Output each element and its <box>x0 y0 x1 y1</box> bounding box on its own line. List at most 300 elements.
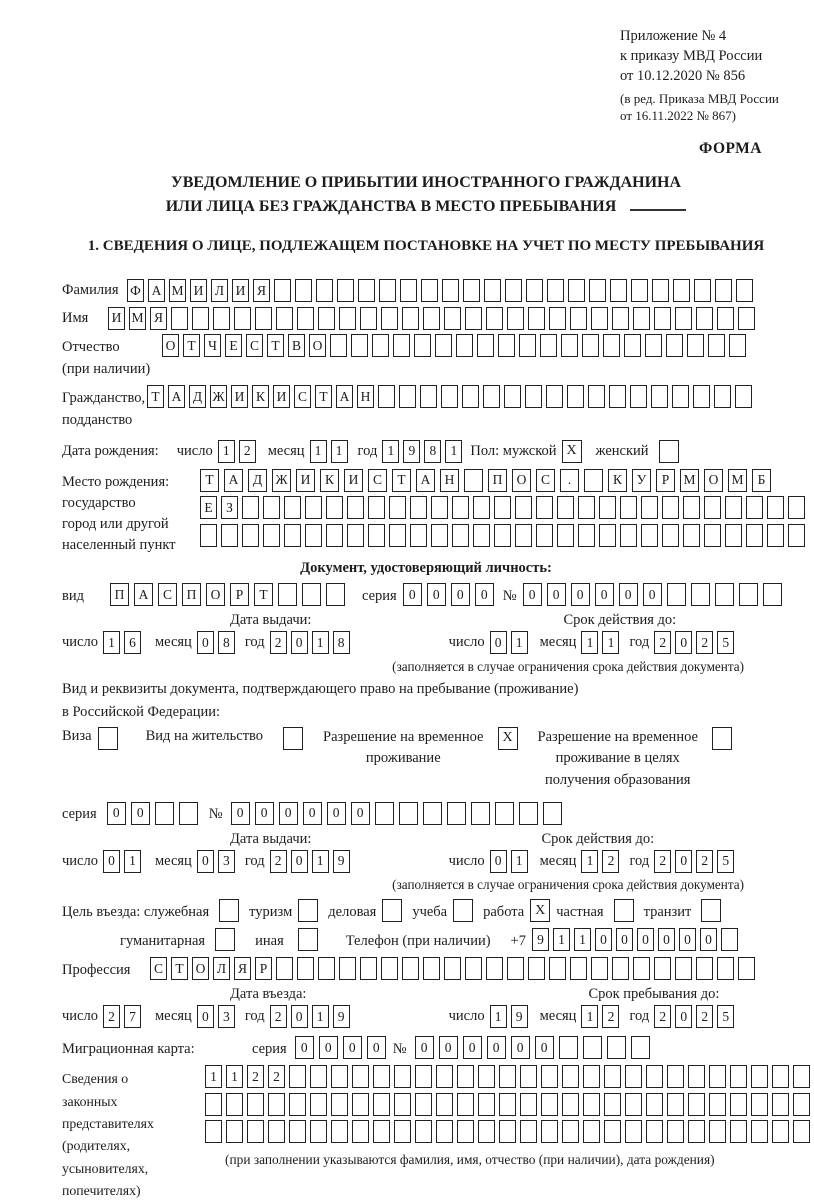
char-box[interactable] <box>305 496 322 519</box>
char-box[interactable] <box>284 524 301 547</box>
char-box[interactable] <box>415 1093 432 1116</box>
char-box[interactable] <box>179 802 198 825</box>
char-box[interactable] <box>507 307 524 330</box>
char-box[interactable] <box>276 957 293 980</box>
char-box[interactable] <box>788 524 805 547</box>
char-box[interactable]: 3 <box>218 1005 235 1028</box>
char-box[interactable] <box>751 1093 768 1116</box>
char-box[interactable] <box>247 1093 264 1116</box>
char-box[interactable]: 0 <box>197 631 214 654</box>
char-box[interactable] <box>526 279 543 302</box>
char-box[interactable]: 0 <box>403 583 422 606</box>
char-box[interactable]: Р <box>230 583 249 606</box>
char-box[interactable] <box>499 1065 516 1088</box>
char-box[interactable]: Б <box>752 469 771 492</box>
char-box[interactable] <box>645 334 662 357</box>
char-box[interactable] <box>515 496 532 519</box>
char-box[interactable] <box>610 279 627 302</box>
char-box[interactable] <box>738 307 755 330</box>
char-box[interactable] <box>788 496 805 519</box>
char-box[interactable]: Н <box>357 385 374 408</box>
char-box[interactable] <box>662 496 679 519</box>
char-box[interactable]: 1 <box>205 1065 222 1088</box>
char-box[interactable] <box>442 279 459 302</box>
char-box[interactable]: Д <box>248 469 267 492</box>
char-box[interactable]: И <box>190 279 207 302</box>
char-box[interactable] <box>583 1120 600 1143</box>
char-box[interactable] <box>767 496 784 519</box>
char-box[interactable]: Т <box>200 469 219 492</box>
char-box[interactable] <box>431 496 448 519</box>
char-box[interactable] <box>410 524 427 547</box>
char-box[interactable] <box>715 583 734 606</box>
char-box[interactable]: Р <box>255 957 272 980</box>
char-box[interactable] <box>284 496 301 519</box>
char-box[interactable]: А <box>416 469 435 492</box>
char-box[interactable]: К <box>608 469 627 492</box>
char-box[interactable] <box>477 334 494 357</box>
char-box[interactable] <box>547 279 564 302</box>
char-box[interactable] <box>494 524 511 547</box>
char-box[interactable] <box>654 957 671 980</box>
char-box[interactable] <box>549 307 566 330</box>
char-box[interactable]: 0 <box>616 928 633 951</box>
char-box[interactable]: Т <box>267 334 284 357</box>
char-box[interactable]: К <box>320 469 339 492</box>
char-box[interactable] <box>528 307 545 330</box>
char-box[interactable]: А <box>336 385 353 408</box>
char-box[interactable] <box>263 524 280 547</box>
char-box[interactable] <box>360 307 377 330</box>
char-box[interactable]: 2 <box>270 1005 287 1028</box>
char-box[interactable] <box>541 1120 558 1143</box>
char-box[interactable] <box>464 469 483 492</box>
char-box[interactable]: С <box>294 385 311 408</box>
char-box[interactable] <box>436 1065 453 1088</box>
char-box[interactable] <box>302 583 321 606</box>
char-box[interactable] <box>373 1065 390 1088</box>
char-box[interactable] <box>725 524 742 547</box>
char-box[interactable] <box>423 307 440 330</box>
char-box[interactable]: И <box>273 385 290 408</box>
checkbox-female[interactable] <box>659 440 679 463</box>
char-box[interactable] <box>347 524 364 547</box>
char-box[interactable] <box>192 307 209 330</box>
char-box[interactable]: 0 <box>103 850 120 873</box>
char-box[interactable]: 0 <box>547 583 566 606</box>
char-box[interactable] <box>358 279 375 302</box>
char-box[interactable]: 0 <box>475 583 494 606</box>
char-box[interactable] <box>519 802 538 825</box>
char-box[interactable] <box>570 307 587 330</box>
char-box[interactable] <box>394 1093 411 1116</box>
char-box[interactable]: 1 <box>511 850 528 873</box>
char-box[interactable]: . <box>560 469 579 492</box>
char-box[interactable]: 2 <box>103 1005 120 1028</box>
char-box[interactable]: 0 <box>675 850 692 873</box>
char-box[interactable] <box>604 1120 621 1143</box>
char-box[interactable] <box>381 957 398 980</box>
char-box[interactable]: 1 <box>103 631 120 654</box>
char-box[interactable]: 0 <box>535 1036 554 1059</box>
char-box[interactable] <box>347 496 364 519</box>
char-box[interactable]: А <box>224 469 243 492</box>
char-box[interactable] <box>763 583 782 606</box>
char-box[interactable] <box>473 496 490 519</box>
char-box[interactable]: 2 <box>696 631 713 654</box>
char-box[interactable]: 2 <box>654 850 671 873</box>
char-box[interactable]: 0 <box>131 802 150 825</box>
char-box[interactable]: 0 <box>637 928 654 951</box>
char-box[interactable]: 0 <box>571 583 590 606</box>
char-box[interactable] <box>289 1065 306 1088</box>
char-box[interactable]: 1 <box>382 440 399 463</box>
char-box[interactable] <box>709 1065 726 1088</box>
char-box[interactable]: Л <box>213 957 230 980</box>
char-box[interactable] <box>767 524 784 547</box>
char-box[interactable] <box>559 1036 578 1059</box>
char-box[interactable] <box>562 1093 579 1116</box>
char-box[interactable] <box>591 957 608 980</box>
char-box[interactable] <box>541 1093 558 1116</box>
char-box[interactable]: А <box>134 583 153 606</box>
char-box[interactable] <box>447 802 466 825</box>
char-box[interactable]: Ч <box>204 334 221 357</box>
checkbox-transit[interactable] <box>701 899 721 922</box>
char-box[interactable] <box>255 307 272 330</box>
char-box[interactable]: 0 <box>595 928 612 951</box>
char-box[interactable]: 0 <box>107 802 126 825</box>
char-box[interactable] <box>583 1036 602 1059</box>
char-box[interactable] <box>666 334 683 357</box>
char-box[interactable]: 0 <box>291 631 308 654</box>
char-box[interactable] <box>463 279 480 302</box>
char-box[interactable] <box>694 279 711 302</box>
char-box[interactable] <box>546 385 563 408</box>
char-box[interactable]: 0 <box>463 1036 482 1059</box>
char-box[interactable] <box>452 524 469 547</box>
char-box[interactable] <box>725 496 742 519</box>
char-box[interactable]: 0 <box>351 802 370 825</box>
char-box[interactable] <box>693 385 710 408</box>
char-box[interactable] <box>504 385 521 408</box>
char-box[interactable] <box>372 334 389 357</box>
char-box[interactable] <box>498 334 515 357</box>
char-box[interactable] <box>431 524 448 547</box>
char-box[interactable]: П <box>110 583 129 606</box>
char-box[interactable] <box>465 957 482 980</box>
char-box[interactable]: П <box>182 583 201 606</box>
char-box[interactable] <box>495 802 514 825</box>
char-box[interactable]: Д <box>189 385 206 408</box>
char-box[interactable] <box>444 307 461 330</box>
char-box[interactable]: 2 <box>696 850 713 873</box>
char-box[interactable]: 1 <box>310 440 327 463</box>
char-box[interactable] <box>793 1120 810 1143</box>
char-box[interactable]: 0 <box>643 583 662 606</box>
char-box[interactable]: 0 <box>197 1005 214 1028</box>
char-box[interactable] <box>414 334 431 357</box>
char-box[interactable] <box>330 334 347 357</box>
char-box[interactable] <box>683 524 700 547</box>
checkbox-study[interactable] <box>453 899 473 922</box>
char-box[interactable] <box>568 279 585 302</box>
char-box[interactable] <box>525 385 542 408</box>
char-box[interactable]: 1 <box>581 1005 598 1028</box>
char-box[interactable] <box>543 802 562 825</box>
char-box[interactable] <box>620 524 637 547</box>
char-box[interactable] <box>646 1120 663 1143</box>
char-box[interactable] <box>536 524 553 547</box>
char-box[interactable] <box>561 334 578 357</box>
char-box[interactable]: 1 <box>553 928 570 951</box>
char-box[interactable] <box>274 279 291 302</box>
char-box[interactable] <box>730 1093 747 1116</box>
char-box[interactable]: 2 <box>654 631 671 654</box>
char-box[interactable] <box>583 1065 600 1088</box>
char-box[interactable] <box>352 1093 369 1116</box>
char-box[interactable] <box>549 957 566 980</box>
char-box[interactable]: С <box>246 334 263 357</box>
char-box[interactable]: Ф <box>127 279 144 302</box>
char-box[interactable] <box>654 307 671 330</box>
char-box[interactable] <box>339 957 356 980</box>
char-box[interactable]: С <box>150 957 167 980</box>
char-box[interactable] <box>318 957 335 980</box>
char-box[interactable] <box>651 385 668 408</box>
char-box[interactable] <box>646 1065 663 1088</box>
char-box[interactable] <box>352 1120 369 1143</box>
char-box[interactable] <box>662 524 679 547</box>
char-box[interactable]: 5 <box>717 850 734 873</box>
char-box[interactable] <box>310 1093 327 1116</box>
char-box[interactable] <box>717 957 734 980</box>
char-box[interactable] <box>599 496 616 519</box>
char-box[interactable] <box>444 957 461 980</box>
char-box[interactable] <box>478 1065 495 1088</box>
char-box[interactable] <box>708 334 725 357</box>
char-box[interactable]: Я <box>234 957 251 980</box>
char-box[interactable] <box>484 279 501 302</box>
char-box[interactable]: М <box>129 307 146 330</box>
char-box[interactable]: О <box>162 334 179 357</box>
char-box[interactable] <box>310 1120 327 1143</box>
char-box[interactable] <box>478 1093 495 1116</box>
char-box[interactable] <box>688 1093 705 1116</box>
char-box[interactable] <box>738 957 755 980</box>
char-box[interactable] <box>688 1120 705 1143</box>
char-box[interactable] <box>675 307 692 330</box>
char-box[interactable] <box>423 957 440 980</box>
char-box[interactable]: 0 <box>490 850 507 873</box>
char-box[interactable] <box>625 1093 642 1116</box>
char-box[interactable] <box>435 334 452 357</box>
checkbox-tourism[interactable] <box>298 899 318 922</box>
char-box[interactable]: М <box>169 279 186 302</box>
char-box[interactable] <box>221 524 238 547</box>
char-box[interactable] <box>486 957 503 980</box>
char-box[interactable] <box>242 496 259 519</box>
char-box[interactable]: 0 <box>327 802 346 825</box>
char-box[interactable] <box>540 334 557 357</box>
char-box[interactable] <box>717 307 734 330</box>
char-box[interactable] <box>625 1120 642 1143</box>
char-box[interactable]: И <box>344 469 363 492</box>
char-box[interactable]: 1 <box>124 850 141 873</box>
char-box[interactable] <box>368 524 385 547</box>
char-box[interactable] <box>631 279 648 302</box>
char-box[interactable] <box>420 385 437 408</box>
char-box[interactable] <box>494 496 511 519</box>
char-box[interactable]: Т <box>254 583 273 606</box>
char-box[interactable]: 7 <box>124 1005 141 1028</box>
char-box[interactable] <box>316 279 333 302</box>
char-box[interactable] <box>326 496 343 519</box>
char-box[interactable]: 1 <box>581 631 598 654</box>
char-box[interactable]: 0 <box>487 1036 506 1059</box>
char-box[interactable] <box>379 279 396 302</box>
char-box[interactable] <box>751 1065 768 1088</box>
char-box[interactable]: 8 <box>424 440 441 463</box>
char-box[interactable] <box>704 524 721 547</box>
char-box[interactable] <box>393 334 410 357</box>
char-box[interactable]: 0 <box>295 1036 314 1059</box>
char-box[interactable]: У <box>632 469 651 492</box>
char-box[interactable] <box>486 307 503 330</box>
char-box[interactable]: 1 <box>445 440 462 463</box>
char-box[interactable]: 1 <box>226 1065 243 1088</box>
char-box[interactable] <box>612 957 629 980</box>
char-box[interactable]: О <box>192 957 209 980</box>
char-box[interactable] <box>400 279 417 302</box>
char-box[interactable] <box>499 1093 516 1116</box>
char-box[interactable] <box>625 1065 642 1088</box>
char-box[interactable]: 2 <box>602 1005 619 1028</box>
char-box[interactable] <box>326 583 345 606</box>
char-box[interactable] <box>667 1120 684 1143</box>
char-box[interactable] <box>373 1093 390 1116</box>
char-box[interactable] <box>457 1093 474 1116</box>
char-box[interactable]: 1 <box>511 631 528 654</box>
char-box[interactable] <box>646 1093 663 1116</box>
char-box[interactable]: 0 <box>197 850 214 873</box>
char-box[interactable] <box>389 496 406 519</box>
char-box[interactable] <box>683 496 700 519</box>
char-box[interactable] <box>399 385 416 408</box>
char-box[interactable]: 9 <box>511 1005 528 1028</box>
char-box[interactable] <box>415 1065 432 1088</box>
char-box[interactable] <box>339 307 356 330</box>
char-box[interactable] <box>570 957 587 980</box>
char-box[interactable]: 6 <box>124 631 141 654</box>
char-box[interactable]: И <box>108 307 125 330</box>
char-box[interactable] <box>515 524 532 547</box>
char-box[interactable]: 2 <box>654 1005 671 1028</box>
char-box[interactable]: 1 <box>218 440 235 463</box>
char-box[interactable]: 3 <box>218 850 235 873</box>
char-box[interactable]: 8 <box>218 631 235 654</box>
char-box[interactable] <box>604 1065 621 1088</box>
char-box[interactable]: А <box>148 279 165 302</box>
char-box[interactable]: 0 <box>451 583 470 606</box>
char-box[interactable]: 2 <box>270 850 287 873</box>
char-box[interactable] <box>582 334 599 357</box>
char-box[interactable] <box>557 496 574 519</box>
char-box[interactable] <box>709 1120 726 1143</box>
char-box[interactable] <box>295 279 312 302</box>
checkbox-visa[interactable] <box>98 727 118 750</box>
char-box[interactable] <box>457 1065 474 1088</box>
char-box[interactable]: Т <box>392 469 411 492</box>
char-box[interactable]: Е <box>225 334 242 357</box>
char-box[interactable] <box>375 802 394 825</box>
char-box[interactable] <box>772 1120 789 1143</box>
char-box[interactable] <box>373 1120 390 1143</box>
char-box[interactable] <box>499 1120 516 1143</box>
char-box[interactable]: 9 <box>532 928 549 951</box>
char-box[interactable]: 0 <box>439 1036 458 1059</box>
char-box[interactable] <box>318 307 335 330</box>
char-box[interactable] <box>520 1093 537 1116</box>
char-box[interactable] <box>505 279 522 302</box>
char-box[interactable] <box>630 385 647 408</box>
char-box[interactable] <box>687 334 704 357</box>
char-box[interactable]: 2 <box>268 1065 285 1088</box>
char-box[interactable]: 0 <box>490 631 507 654</box>
char-box[interactable]: О <box>206 583 225 606</box>
char-box[interactable] <box>205 1120 222 1143</box>
char-box[interactable] <box>588 385 605 408</box>
char-box[interactable]: Е <box>200 496 217 519</box>
char-box[interactable]: 0 <box>619 583 638 606</box>
char-box[interactable] <box>351 334 368 357</box>
char-box[interactable] <box>310 1065 327 1088</box>
char-box[interactable] <box>297 307 314 330</box>
checkbox-work[interactable]: X <box>530 899 550 922</box>
char-box[interactable]: 0 <box>415 1036 434 1059</box>
char-box[interactable] <box>584 469 603 492</box>
char-box[interactable] <box>735 385 752 408</box>
char-box[interactable]: 0 <box>679 928 696 951</box>
char-box[interactable] <box>519 334 536 357</box>
char-box[interactable] <box>583 1093 600 1116</box>
char-box[interactable] <box>452 496 469 519</box>
char-box[interactable] <box>410 496 427 519</box>
char-box[interactable]: 2 <box>696 1005 713 1028</box>
char-box[interactable] <box>641 496 658 519</box>
char-box[interactable] <box>603 334 620 357</box>
char-box[interactable] <box>402 307 419 330</box>
checkbox-other[interactable] <box>298 928 318 951</box>
char-box[interactable]: 0 <box>427 583 446 606</box>
char-box[interactable]: 0 <box>255 802 274 825</box>
char-box[interactable] <box>331 1065 348 1088</box>
char-box[interactable]: 8 <box>333 631 350 654</box>
char-box[interactable] <box>721 928 738 951</box>
char-box[interactable] <box>478 1120 495 1143</box>
char-box[interactable]: 0 <box>367 1036 386 1059</box>
char-box[interactable]: И <box>232 279 249 302</box>
char-box[interactable]: 0 <box>319 1036 338 1059</box>
char-box[interactable]: Ж <box>210 385 227 408</box>
char-box[interactable] <box>465 307 482 330</box>
char-box[interactable]: Л <box>211 279 228 302</box>
char-box[interactable] <box>360 957 377 980</box>
char-box[interactable] <box>352 1065 369 1088</box>
char-box[interactable] <box>289 1120 306 1143</box>
char-box[interactable] <box>399 802 418 825</box>
char-box[interactable]: 0 <box>523 583 542 606</box>
